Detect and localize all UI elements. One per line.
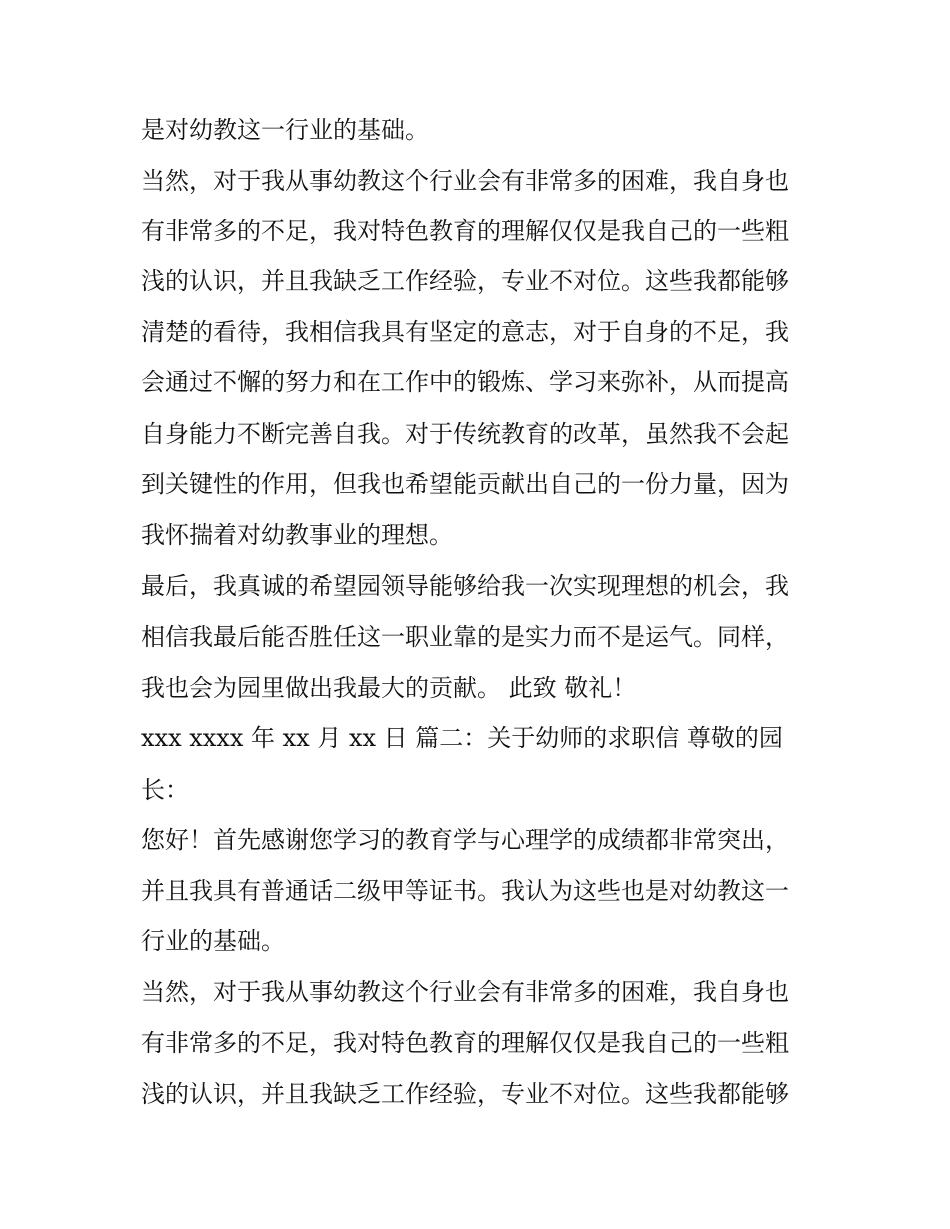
text-line: 长： [141,776,189,804]
text-line: 当然，对于我从事幼教这个行业会有非常多的困难，我自身也 [141,978,789,1006]
text-line: 我也会为园里做出我最大的贡献。 此致 敬礼！ [141,674,637,702]
text-line: 自身能力不断完善自我。对于传统教育的改革，虽然我不会起 [141,420,789,448]
text-line: 浅的认识，并且我缺乏工作经验，专业不对位。这些我都能够 [141,267,789,295]
text-line: 最后，我真诚的希望园领导能够给我一次实现理想的机会，我 [141,572,789,600]
text-line: xxx xxxx 年 xx 月 xx 日 篇二：关于幼师的求职信 尊敬的园 [141,724,783,752]
text-line: 行业的基础。 [141,927,285,955]
text-line: 并且我具有普通话二级甲等证书。我认为这些也是对幼教这一 [141,877,789,905]
text-line: 有非常多的不足，我对特色教育的理解仅仅是我自己的一些粗 [141,217,789,245]
text-line: 您好！首先感谢您学习的教育学与心理学的成绩都非常突出， [141,826,789,854]
text-line: 当然，对于我从事幼教这个行业会有非常多的困难，我自身也 [141,167,789,195]
text-line: 我怀揣着对幼教事业的理想。 [141,521,453,549]
text-line: 相信我最后能否胜任这一职业靠的是实力而不是运气。同样， [141,623,789,651]
text-line: 会通过不懈的努力和在工作中的锻炼、学习来弥补，从而提高 [141,368,789,396]
text-line: 是对幼教这一行业的基础。 [141,116,429,144]
text-line: 浅的认识，并且我缺乏工作经验，专业不对位。这些我都能够 [141,1080,789,1108]
text-line: 清楚的看待，我相信我具有坚定的意志，对于自身的不足，我 [141,318,789,346]
text-line: 有非常多的不足，我对特色教育的理解仅仅是我自己的一些粗 [141,1029,789,1057]
text-line: 到关键性的作用，但我也希望能贡献出自己的一份力量，因为 [141,470,789,498]
